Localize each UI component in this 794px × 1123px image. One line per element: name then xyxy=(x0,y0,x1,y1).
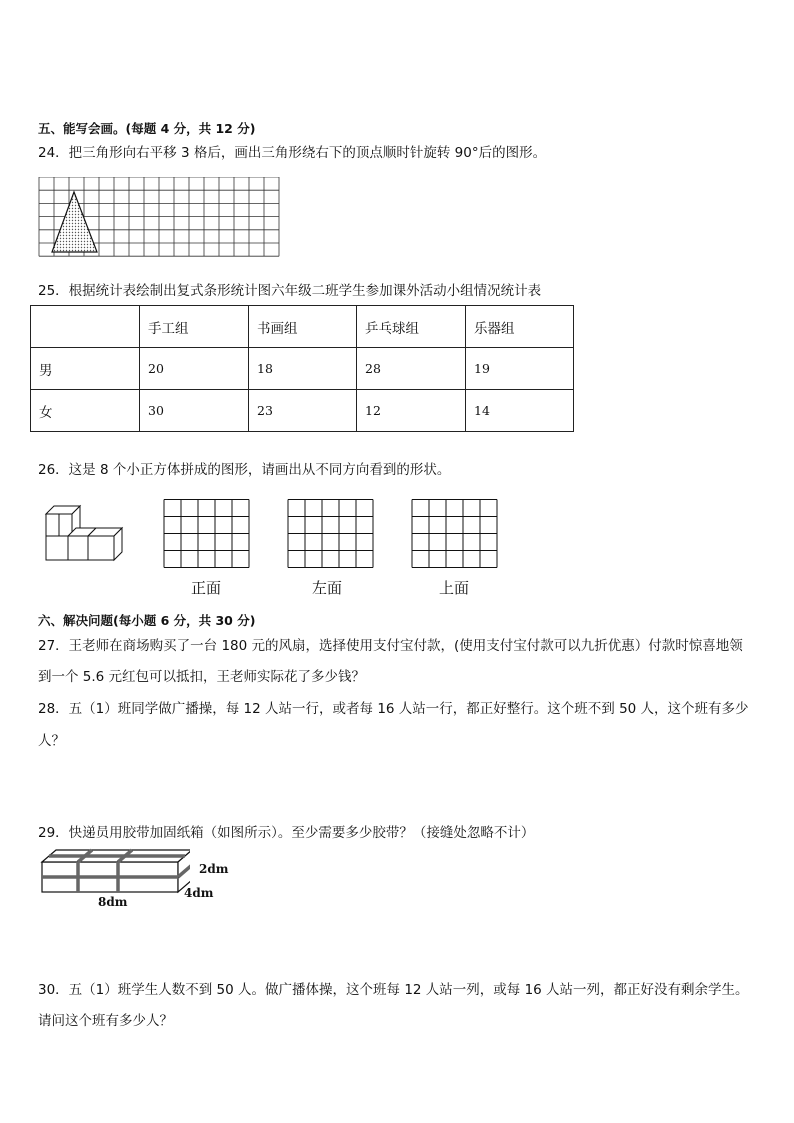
row-label: 男 xyxy=(31,348,140,390)
table-header-cell: 乐器组 xyxy=(466,306,574,348)
box-figure xyxy=(40,848,190,900)
statistics-table xyxy=(30,305,574,432)
translation-grid xyxy=(38,177,280,257)
question-28-line-1: 28．五（1）班同学做广播操，每 12 人站一行，或者每 16 人站一行，都正好整行。这个班不到 50 人，这个班有多少 xyxy=(38,701,749,717)
table-cell: 14 xyxy=(466,390,574,432)
left-view-label: 左面 xyxy=(311,579,342,597)
table-cell: 12 xyxy=(357,390,466,432)
question-30-line-2: 请问这个班有多少人？ xyxy=(38,1013,173,1029)
table-header-row xyxy=(31,306,574,348)
table-cell: 30 xyxy=(140,390,249,432)
question-26: 26．这是 8 个小正方体拼成的图形，请画出从不同方向看到的形状。 xyxy=(38,462,451,478)
table-header-cell: 书画组 xyxy=(249,306,357,348)
table-header-cell: 乒乓球组 xyxy=(357,306,466,348)
table-header-cell: 手工组 xyxy=(140,306,249,348)
table-cell: 19 xyxy=(466,348,574,390)
question-30-line-1: 30．五（1）班学生人数不到 50 人。做广播体操，这个班每 12 人站一列，或每 16 人站一列，都正好没有剩余学生。 xyxy=(38,982,749,998)
table-cell: 18 xyxy=(249,348,357,390)
section-5-heading: 五、能写会画。(每题 4 分，共 12 分) xyxy=(38,121,256,136)
cube-figure xyxy=(42,502,132,570)
table-header-cell xyxy=(31,306,140,348)
left-view-grid xyxy=(287,499,375,572)
box-width-label: 4dm xyxy=(184,886,214,900)
front-view-label: 正面 xyxy=(190,579,221,597)
question-27-line-1: 27．王老师在商场购买了一台 180 元的风扇，选择使用支付宝付款，(使用支付宝付款可以九折优惠）付款时惊喜地领 xyxy=(38,638,743,654)
row-label: 女 xyxy=(31,390,140,432)
front-view-grid xyxy=(163,499,251,572)
question-25: 25．根据统计表绘制出复式条形统计图六年级二班学生参加课外活动小组情况统计表 xyxy=(38,283,542,299)
top-view-label: 上面 xyxy=(438,579,469,597)
box-length-label: 8dm xyxy=(98,895,128,909)
table-cell: 23 xyxy=(249,390,357,432)
box-height-label: 2dm xyxy=(199,862,229,876)
question-27-line-2: 到一个 5.6 元红包可以抵扣，王老师实际花了多少钱？ xyxy=(38,669,366,685)
question-29: 29．快递员用胶带加固纸箱（如图所示）。至少需要多少胶带？（接缝处忽略不计） xyxy=(38,825,535,841)
question-28-line-2: 人？ xyxy=(38,733,65,749)
top-view-grid xyxy=(411,499,499,572)
table-row xyxy=(31,348,574,390)
section-6-heading: 六、解决问题(每小题 6 分，共 30 分) xyxy=(38,613,256,628)
question-24: 24．把三角形向右平移 3 格后，画出三角形绕右下的顶点顺时针旋转 90°后的图形。 xyxy=(38,145,547,161)
triangle-shape xyxy=(52,192,97,252)
table-cell: 20 xyxy=(140,348,249,390)
table-cell: 28 xyxy=(357,348,466,390)
table-row xyxy=(31,390,574,432)
